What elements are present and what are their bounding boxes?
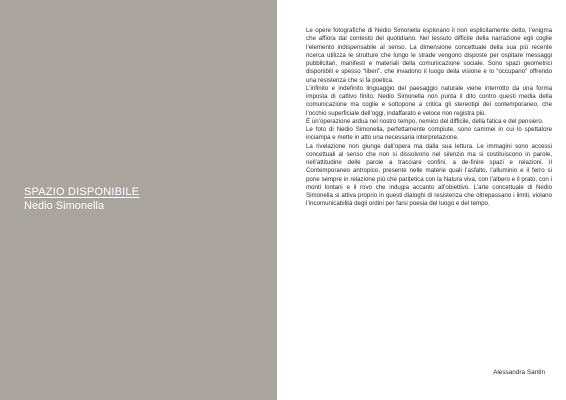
essay-paragraph: La rivelazione non giunge dall’opera ma dalla sua lettura. Le immagini sono accessi concettuali al senso che non si dissolvono nel silenzio ma si costituiscono in parole, nell’attitudine delle parole a tracciare confini, a de-finire spazi e relazioni. Il Contemporaneo antropico, presente nelle materie quali l’asfalto, l’alluminio e il ferro si pone sempre in relazione più che paritetica con la Natura viva, con l’albero e il prato, con i monti lontani e il rovo che indugia accanto all’obiettivo. L’arte concettuale di Nedio Simonella si attiva proprio in questi dialoghi di resistenza che oltrepassano i limiti, violano l’incomunicabilità degli ordini per farsi poesia del luogo e del tempo. — [306, 142, 552, 208]
essay-paragraph: È un’operazione ardua nel nostro tempo, nemico del difficile, della fatica e del pensiero. — [306, 117, 544, 125]
essay-paragraph: L’infinito e indefinito linguaggio del paesaggio naturale viene interrotto da una forma imposta di cattivo finito. Nedio Simonella non punta il dito contro questi media della comunicazione ma coglie e sottopone a critica gli stereotipi del contemporaneo, che l’occhio superficiale dell’oggi, indaffarato e veloce non registra più. — [306, 84, 552, 117]
essay-paragraph: Le opere fotografiche di Nedio Simonella esplorano il non esplicitamente detto, l’enigma che affiora dal contesto del quotidiano. Nel tessuto difficile della narrazione egli coglie l’elemento indispensabile al senso. La dimensione concettuale della sua più recente ricerca utilizza le strutture che lungo le strade vengono disposte per ospitare messaggi pubblicitari, manifesti e materiali della comunicazione sociale. Sono spazi geometrici disponibili e spesso “liberi”, che invadono il luogo della visione e lo “occupano” offrendo una resistenza che si fa poetica. — [306, 27, 552, 84]
essay-paragraph: Le foto di Nedio Simonella, perfettamente compiute, sono cammei in cui lo spettatore inciampa e mette in atto una necessaria interpretazione. — [306, 126, 552, 142]
book-title: SPAZIO DISPONIBILE — [24, 186, 140, 198]
essay-text — [306, 27, 552, 209]
essay-signature: Alessandra Santin — [493, 369, 545, 376]
book-author: Nedio Simonella — [24, 200, 105, 212]
left-page-panel — [0, 0, 277, 400]
right-page-panel — [277, 0, 566, 400]
title-block — [24, 186, 139, 213]
